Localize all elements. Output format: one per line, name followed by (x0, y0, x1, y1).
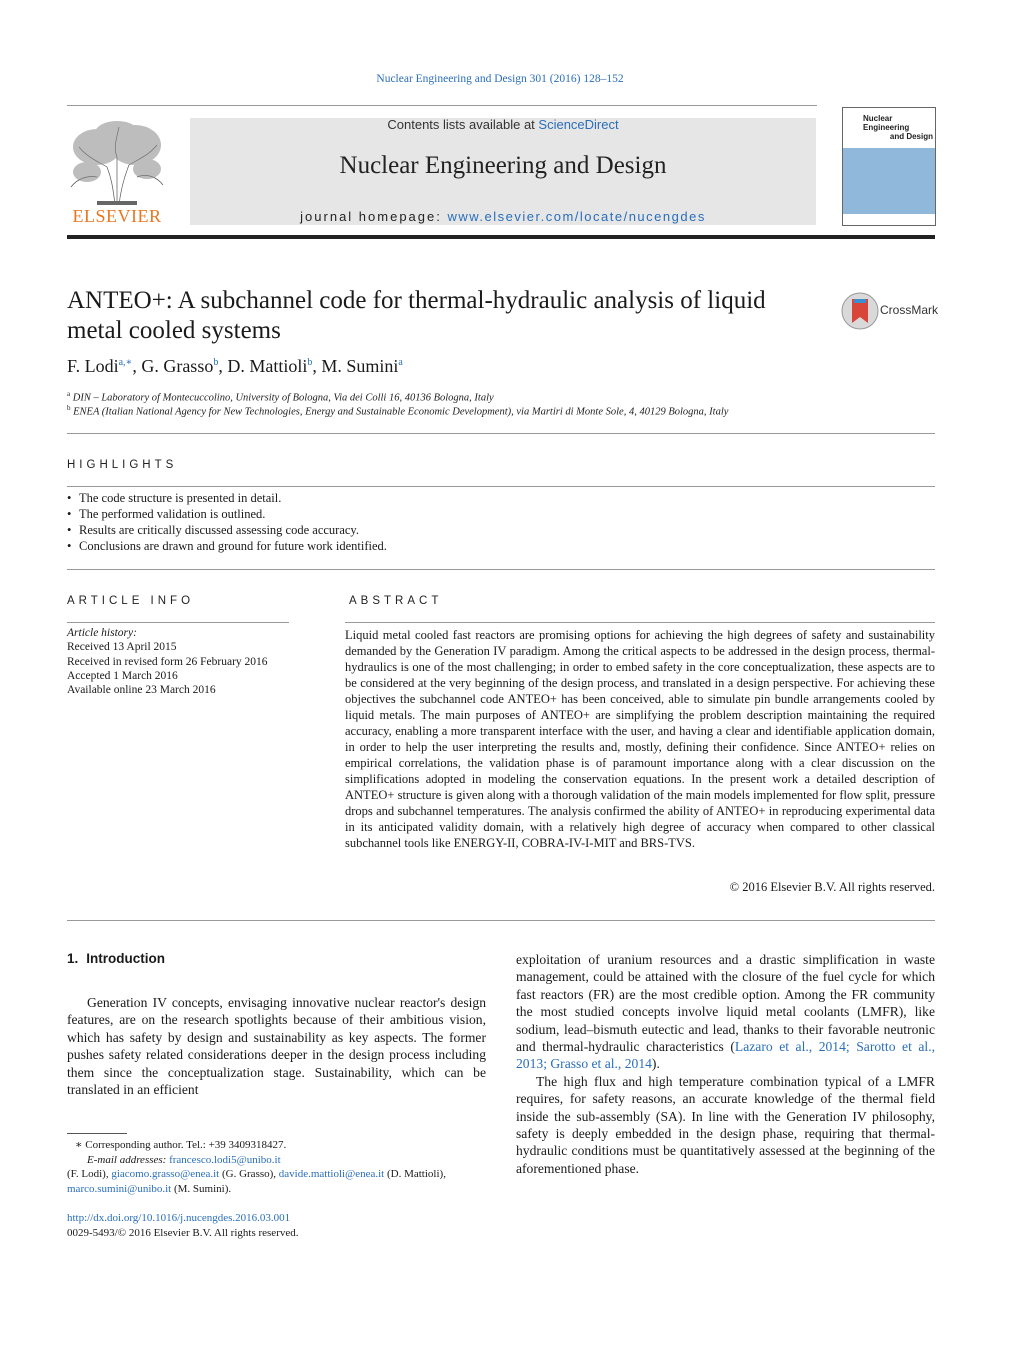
divider (345, 622, 935, 623)
author-2[interactable] (141, 356, 227, 376)
doi-link[interactable]: http://dx.doi.org/10.1016/j.nucengdes.2016.03.001 (67, 1212, 291, 1224)
divider (67, 622, 289, 623)
email-link[interactable]: davide.mattioli@enea.it (278, 1168, 385, 1180)
citation-link[interactable]: Lazaro et al., 2014; Sarotto et al., 2013; Grasso et al., 2014 (516, 1039, 936, 1072)
crossmark-label[interactable]: CrossMark (880, 303, 939, 317)
highlights-list (67, 490, 387, 554)
journal-title: Nuclear Engineering and Design (339, 152, 667, 179)
section-title: Introduction (86, 951, 165, 966)
homepage-prefix: journal homepage: (300, 209, 448, 224)
author-affiliation-marker[interactable]: a (398, 357, 403, 368)
body-right-column (516, 951, 935, 1177)
divider (67, 569, 935, 570)
body-paragraph: Generation IV concepts, envisaging innovative nuclear reactor's design features, are on the research spotlights because of their ambitious vision, which has safety by design and sustainability as key aspects. The former pushes safety related considerations deeper in the design process including them since the conceptualization stage. Sustainability, which can be translated in an efficient (67, 995, 486, 1098)
history-item: Received 13 April 2015 (67, 641, 177, 654)
affiliation-marker: a (67, 390, 71, 398)
homepage-link[interactable]: www.elsevier.com/locate/nucengdes (447, 209, 706, 224)
affiliation-a (67, 390, 494, 404)
author-name: F. Lodi (67, 356, 119, 376)
email-line (67, 1167, 492, 1182)
author-separator: , (312, 356, 322, 376)
crossmark-icon[interactable] (840, 291, 880, 331)
divider (67, 433, 935, 434)
issn-line: 0029-5493/© 2016 Elsevier B.V. All rights reserved. (67, 1226, 299, 1239)
journal-homepage (190, 209, 816, 224)
header-rule (67, 105, 817, 106)
highlight-item: • The code structure is presented in detail. (67, 490, 387, 506)
affiliation-marker: b (67, 404, 71, 412)
sciencedirect-link[interactable]: ScienceDirect (538, 117, 619, 132)
author-list (67, 356, 403, 377)
body-paragraph: The high flux and high temperature combination typical of a LMFR requires, for safety reasons, an accurate knowledge of the thermal field inside the sub-assembly (SA). In line with the Generation IV philosophy, safety is deeply embedded in the design phase, requiring that thermal-hydraulic conditions must be quantitatively assessed at the beginning of the aforementioned phase. (516, 1073, 935, 1176)
author-4[interactable] (321, 356, 402, 376)
abstract-text: Liquid metal cooled fast reactors are promising options for achieving the high degrees of safety and sustainability demanded by the Generation IV paradigm. Among the critical aspects to be addressed in the design process, thermal-hydraulics is one of the most challenging; in order to embed safety in the core conceptualization, these aspects are to be considered at the very beginning of the design process, and translated in a design perspective. For achieving these objectives the subchannel code ANTEO+ has been conceived, able to simulate pin bundle arrangements cooled by liquid metals. The main purposes of ANTEO+ are simplifying the problem description maintaining the required accuracy, enabling a more transparent interface with the user, and having a clear and identifiable application domain, in order to help the user interpreting the results and, mostly, defining their confidence. Since ANTEO+ relies on empirical correlations, the validation phase is of paramount importance along with a clear discussion on the simplifications adopted in modeling the conservation equations. In the present work a detailed description of ANTEO+ structure is given along with a thorough validation of the main models implemented for flow split, pressure drops and subchannel temperatures. The analysis confirmed the ability of ANTEO+ in reproducing experimental data in its anticipated validity domain, with a relatively high degree of accuracy when compared to other classical subchannel tools like ENERGY-II, COBRA-IV-I-MIT and BRS-TVS. (345, 628, 935, 850)
author-affiliation-marker[interactable]: b (213, 357, 219, 368)
doi-block (67, 1211, 299, 1240)
author-3[interactable] (227, 356, 321, 376)
footnote-rule (67, 1133, 127, 1134)
email-link[interactable]: giacomo.grasso@enea.it (111, 1168, 220, 1180)
article-title: ANTEO+: A subchannel code for thermal-hydraulic analysis of liquid metal cooled systems (67, 287, 766, 344)
cover-title-line1: Nuclear Engineering (863, 114, 910, 132)
highlights-heading: HIGHLIGHTS (67, 459, 178, 471)
cover-title-line2: and Design (889, 132, 933, 141)
author-name: G. Grasso (141, 356, 214, 376)
highlight-item: • Conclusions are drawn and ground for future work identified. (67, 538, 387, 554)
highlight-item: • Results are critically discussed assessing code accuracy. (67, 522, 387, 538)
author-name: M. Sumini (321, 356, 399, 376)
header-thick-rule (67, 235, 935, 239)
email-link[interactable]: marco.sumini@unibo.it (67, 1182, 172, 1195)
email-label: E-mail addresses: (87, 1153, 167, 1166)
journal-cover-thumbnail[interactable] (842, 107, 936, 226)
article-info-heading: ARTICLE INFO (67, 595, 195, 607)
affiliation-text: ENEA (Italian National Agency for New Technologies, Energy and Sustainable Economic Development), via Martiri di Monte Sole, 4, 40129 Bologna, Italy (73, 406, 729, 418)
author-name: D. Mattioli (227, 356, 308, 376)
author-affiliation-marker[interactable]: b (307, 357, 313, 368)
section-heading (67, 951, 165, 966)
email-owner: (G. Grasso), (221, 1168, 277, 1180)
history-item: Accepted 1 March 2016 (67, 669, 178, 682)
history-item: Available online 23 March 2016 (67, 684, 216, 697)
email-line (67, 1153, 492, 1168)
section-number: 1. (67, 951, 79, 966)
affiliation-text: DIN – Laboratory of Montecuccolino, University of Bologna, Via dei Colli 16, 40136 Bologna, Italy (72, 392, 494, 404)
paragraph-text: exploitation of uranium resources and a drastic simplification in waste management, could be attained with the closure of the fuel cycle for which fast reactors (FR) are the most credible option. Among the FR community the most studied concepts involve liquid metal coolants (LMFR), like sodium, lead–bismuth eutectic and lead, thanks to their favorable neutronic and thermal-hydraulic characteristics ( (516, 952, 935, 1055)
elsevier-wordmark: ELSEVIER (72, 206, 162, 226)
contents-line (190, 117, 816, 132)
corresponding-author-note: ∗ Corresponding author. Tel.: +39 3409318427. (75, 1139, 287, 1151)
body-left-column (67, 994, 486, 1098)
divider (67, 486, 935, 487)
abstract-copyright: © 2016 Elsevier B.V. All rights reserved. (729, 880, 935, 894)
email-owner: (D. Mattioli), (386, 1168, 446, 1180)
history-item: Received in revised form 26 February 2016 (67, 655, 268, 668)
body-paragraph (516, 951, 935, 1073)
abstract-heading: ABSTRACT (349, 595, 443, 607)
highlight-item: • The performed validation is outlined. (67, 506, 387, 522)
cover-blue-band (843, 148, 935, 214)
footnotes (67, 1138, 492, 1196)
divider (67, 920, 935, 921)
author-1[interactable] (67, 356, 141, 376)
email-line (67, 1182, 492, 1197)
author-separator: , (132, 356, 142, 376)
author-separator: , (218, 356, 228, 376)
email-link[interactable]: francesco.lodi5@unibo.it (169, 1153, 281, 1166)
affiliation-b (67, 404, 728, 418)
journal-reference[interactable]: Nuclear Engineering and Design 301 (2016) 128–152 (376, 73, 624, 85)
email-owner: (F. Lodi), (67, 1168, 109, 1180)
author-affiliation-marker[interactable]: a,∗ (118, 357, 133, 368)
cover-title (863, 114, 933, 141)
article-history (67, 626, 289, 697)
paragraph-text: ). (651, 1056, 660, 1072)
history-label: Article history: (67, 627, 137, 639)
email-owner: (M. Sumini). (173, 1182, 232, 1195)
contents-prefix: Contents lists available at (387, 117, 539, 132)
